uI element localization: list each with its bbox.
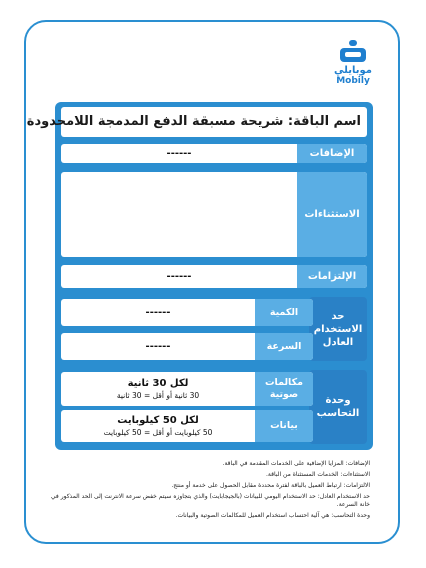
data-value [61,410,255,442]
package-table [26,102,373,450]
commitments-label: الإلتزامات [297,265,367,288]
fair-use-quantity-row [61,299,313,326]
speed-value: ------ [145,341,171,352]
speed-label: السرعة [255,333,313,360]
voice-calls-main: لكل 30 ثانية [127,378,189,389]
billing-voice-row [61,372,313,406]
additions-row [61,144,367,163]
additions-value: ------ [166,148,192,159]
data-detail: 50 كيلوبايت أو أقل = 50 كيلوبايت [103,428,213,437]
footnote-commitments: الالتزامات: ارتباط العميل بالباقة لفترة محددة مقابل الحصول على خدمة أو منتج. [171,482,370,489]
quantity-label: الكمية [255,299,313,326]
voice-calls-detail: 30 ثانية أو أقل = 30 ثانية [116,391,200,400]
fair-use-label: حد الاستخدام العادل [309,297,367,361]
footnote-additions: الإضافات: المزايا الإضافية على الخدمات المقدمة في الباقة. [222,460,370,467]
footnote-exceptions: الاستثناءات: الخدمات المستثناة من الباقة. [266,471,370,478]
footnote-fair-use: حد الاستخدام العادل: حد الاستخدام اليومي للبيانات (بالجيجابايت) والذي بتجاوزه سيتم خفض سرعة الانترنت إلى الحد المذكور في خانة السرعة. [50,493,370,508]
brand-name-arabic: موبايلي [334,65,372,76]
data-label: بيانات [255,410,313,442]
additions-label: الإضافات [297,144,367,163]
mobily-logo-icon [340,40,366,62]
fair-use-speed-row [61,333,313,360]
commitments-row [61,265,367,288]
commitments-value: ------ [166,271,192,282]
brand-name-english: Mobily [336,76,370,86]
mobily-logo [328,40,378,86]
billing-unit-label: وحدة التحاسب [309,370,367,444]
exceptions-label: الاستثناءات [297,172,367,257]
billing-data-row [61,410,313,442]
voice-calls-value [61,372,255,406]
footnotes [50,460,370,523]
package-title: اسم الباقة: شريحة مسبقة الدفع المدمجة اللامحدودة [61,107,367,137]
quantity-value: ------ [145,307,171,318]
exceptions-value [61,172,297,257]
data-main: لكل 50 كيلوبايت [117,415,199,426]
footnote-billing-unit: وحدة التحاسب: هي آلية احتساب استخدام العميل للمكالمات الصوتية والبيانات. [175,512,370,519]
exceptions-row [61,172,367,257]
voice-calls-label: مكالمات صوتية [255,372,313,406]
